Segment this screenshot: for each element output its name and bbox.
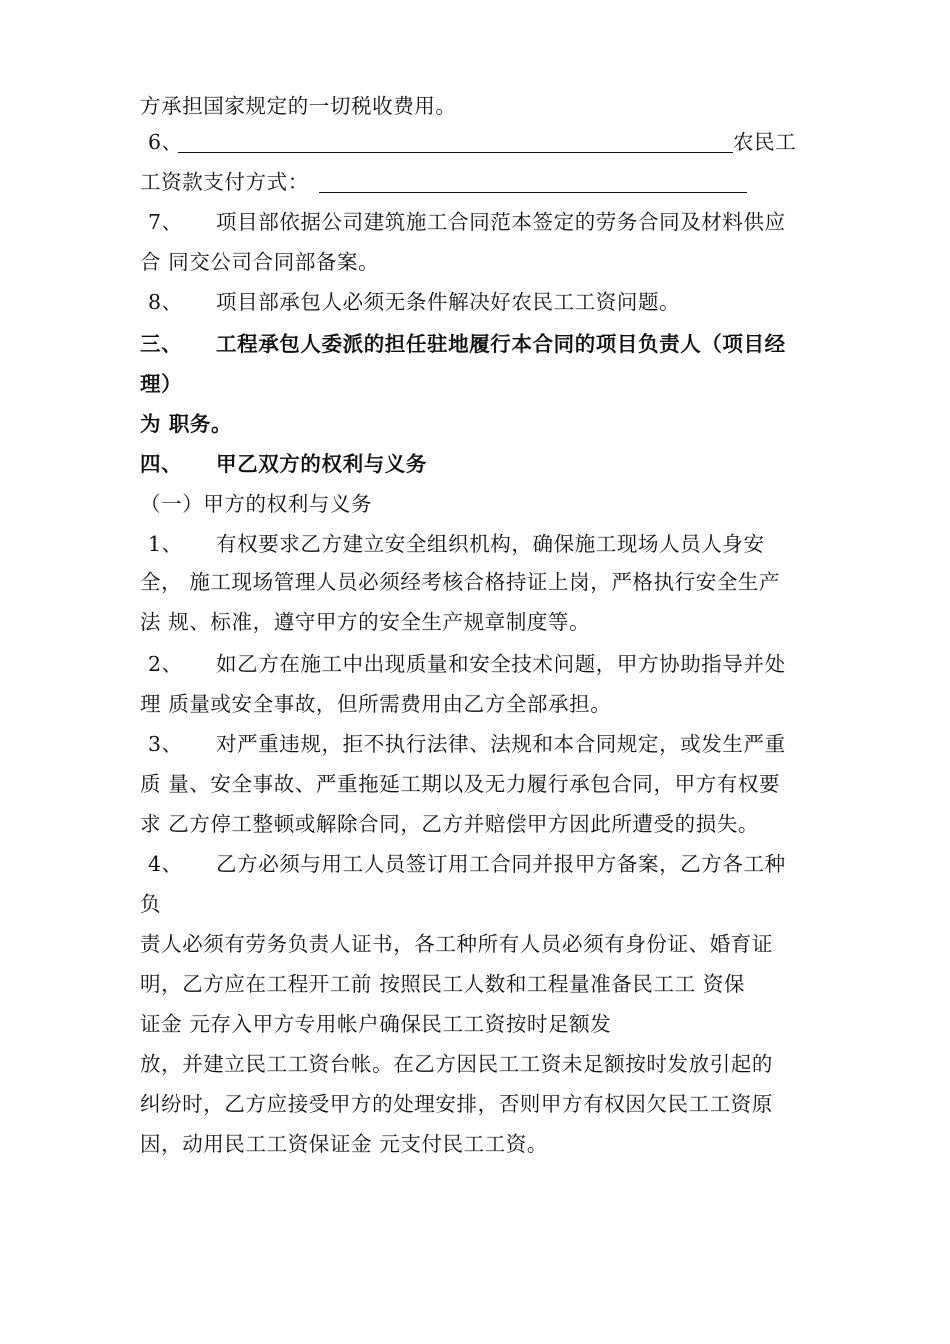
line-text: 证金 元存入甲方专用帐户确保民工工资按时足额发 <box>140 1012 612 1036</box>
text-line <box>140 602 830 642</box>
line-text: 放，并建立民工工资台帐。在乙方因民工工资未足额按时发放引起的 <box>140 1052 773 1076</box>
item-number: 3、 <box>148 732 183 756</box>
line-text: 项目部承包人必须无条件解决好农民工工资问题。 <box>216 290 681 314</box>
item-4-line <box>140 844 830 884</box>
payment-method-line <box>140 162 830 202</box>
item-8-line <box>140 282 830 322</box>
line-text: 如乙方在施工中出现质量和安全技术问题，甲方协助指导并处 <box>216 652 786 676</box>
text-line <box>140 1044 830 1084</box>
section-number: 四、 <box>140 452 183 476</box>
text-line <box>140 404 830 444</box>
text-line <box>140 1004 830 1044</box>
item-1-line <box>140 524 830 564</box>
fill-in-blank <box>178 126 733 153</box>
text-line <box>140 764 830 804</box>
line-text: 工程承包人委派的担任驻地履行本合同的项目负责人（项目经 <box>216 332 786 356</box>
line-text: 明，乙方应在工程开工前 按照民工人数和工程量准备民工工 资保 <box>140 972 746 996</box>
section-4-heading <box>140 444 830 484</box>
line-text: 甲乙双方的权利与义务 <box>216 452 427 476</box>
section-number: 三、 <box>140 332 183 356</box>
line-text: 方承担国家规定的一切税收费用。 <box>140 94 457 118</box>
line-text: 有权要求乙方建立安全组织机构，确保施工现场人员人身安 <box>216 532 765 556</box>
line-text: 求 乙方停工整顿或解除合同，乙方并赔偿甲方因此所遭受的损失。 <box>140 812 760 836</box>
item-number: 1、 <box>148 532 183 556</box>
line-text: 合 同交公司合同部备案。 <box>140 250 380 274</box>
text-line <box>140 86 830 126</box>
text-line <box>140 364 830 404</box>
line-text: 为 职务。 <box>140 412 233 436</box>
line-text: 法 规、标准，遵守甲方的安全生产规章制度等。 <box>140 610 591 634</box>
section-3-heading <box>140 324 830 364</box>
line-text: 工资款支付方式： <box>140 170 309 194</box>
line-text: 理 质量或安全事故，但所需费用由乙方全部承担。 <box>140 692 612 716</box>
item-3-line <box>140 724 830 764</box>
line-text: 对严重违规，拒不执行法律、法规和本合同规定，或发生严重 <box>216 732 786 756</box>
item-6-line <box>140 122 830 162</box>
item-number: 2、 <box>148 652 183 676</box>
text-line <box>140 562 830 602</box>
subsection-heading <box>140 484 830 524</box>
item-number: 7、 <box>148 210 183 234</box>
item-7-line <box>140 202 830 242</box>
line-text: 乙方必须与用工人员签订用工合同并报甲方备案，乙方各工种 <box>216 852 786 876</box>
line-text: 质 量、安全事故、严重拖延工期以及无力履行承包合同，甲方有权要 <box>140 772 781 796</box>
text-line <box>140 924 830 964</box>
item-number: 6、 <box>148 130 183 154</box>
item-number: 8、 <box>148 290 183 314</box>
text-line <box>140 884 830 924</box>
line-text: 责人必须有劳务负责人证书，各工种所有人员必须有身份证、婚育证 <box>140 932 773 956</box>
line-text: 农民工 <box>733 130 797 154</box>
text-line <box>140 242 830 282</box>
text-line <box>140 804 830 844</box>
text-line <box>140 1124 830 1164</box>
line-text: 负 <box>140 892 162 916</box>
line-text: （一）甲方的权利与义务 <box>140 492 373 516</box>
line-text: 因，动用民工工资保证金 元支付民工工资。 <box>140 1132 549 1156</box>
item-2-line <box>140 644 830 684</box>
item-number: 4、 <box>148 852 183 876</box>
line-text: 理） <box>140 372 183 396</box>
line-text: 全， 施工现场管理人员必须经考核合格持证上岗，严格执行安全生产 <box>140 570 781 594</box>
text-line <box>140 684 830 724</box>
text-line <box>140 964 830 1004</box>
line-text: 项目部依据公司建筑施工合同范本签定的劳务合同及材料供应 <box>216 210 786 234</box>
line-text: 纠纷时，乙方应接受甲方的处理安排，否则甲方有权因欠民工工资原 <box>140 1092 773 1116</box>
fill-in-blank <box>319 166 747 193</box>
text-line <box>140 1084 830 1124</box>
